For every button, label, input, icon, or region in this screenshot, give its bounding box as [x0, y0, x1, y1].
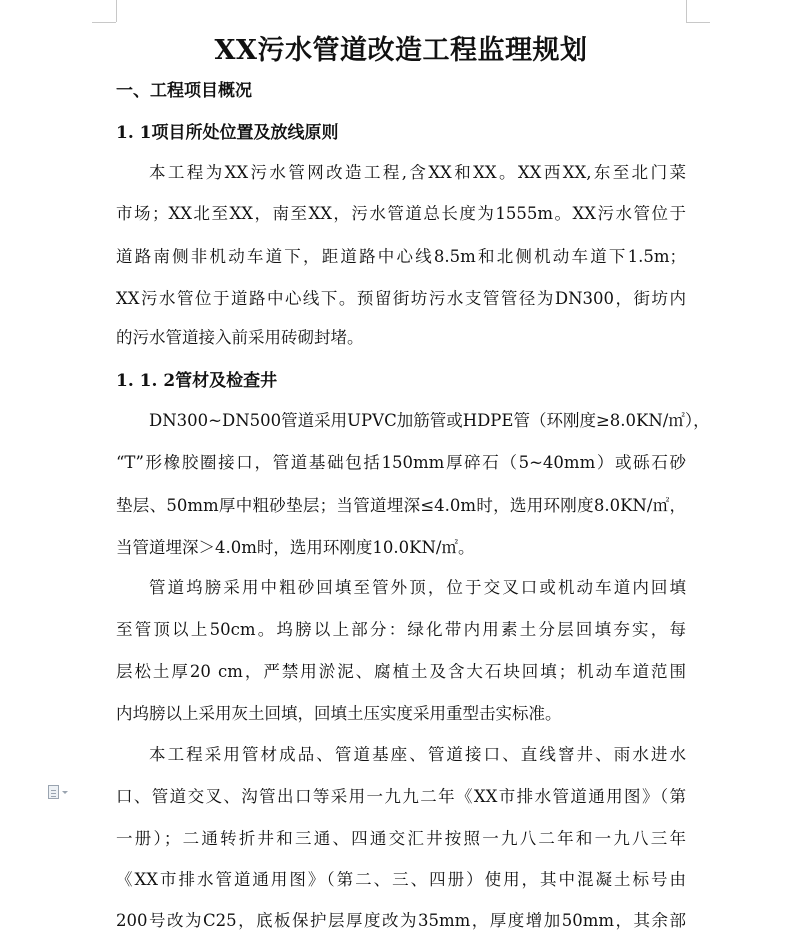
paragraph-line: 当管道埋深＞4.0m时，选用环刚度10.0KN/㎡。 — [116, 538, 475, 557]
paragraph-line: 《XX市排水管道通用图》（第二、三、四册）使用，其中混凝土标号由 — [116, 870, 686, 889]
page-corner-mark — [116, 0, 117, 22]
paragraph-line: 口、管道交叉、沟管出口等采用一九九二年《XX市排水管道通用图》（第 — [116, 787, 686, 806]
paragraph-line: 内坞膀以上采用灰土回填，回填土压实度采用重型击实标准。 — [116, 704, 562, 723]
paragraph-line: 一册）；二通转折井和三通、四通交汇井按照一九八二年和一九八三年 — [116, 829, 686, 848]
paragraph-line: XX污水管位于道路中心线下。预留街坊污水支管管径为DN300，街坊内 — [116, 289, 686, 308]
subsection-heading: 1. 1项目所处位置及放线原则 — [116, 123, 339, 143]
paragraph-line: 道路南侧非机动车道下，距道路中心线8.5m和北侧机动车道下1.5m； — [116, 247, 686, 266]
section-heading: 一、工程项目概况 — [116, 81, 252, 101]
paragraph-line: 本工程为XX污水管网改造工程,含XX和XX。XX西XX,东至北门菜 — [149, 163, 686, 182]
paragraph-line: 管道坞膀采用中粗砂回填至管外顶，位于交叉口或机动车道内回填 — [149, 578, 686, 597]
paragraph-line: 垫层、50mm厚中粗砂垫层；当管道埋深≤4.0m时，选用环刚度8.0KN/㎡， — [116, 496, 686, 515]
paragraph-line: 至管顶以上50cm。坞膀以上部分：绿化带内用素土分层回填夯实，每 — [116, 620, 686, 639]
paragraph-line: 200号改为C25，底板保护层厚度改为35mm，厚度增加50mm，其余部 — [116, 911, 686, 930]
page-corner-mark — [686, 22, 710, 23]
paragraph-line: 的污水管道接入前采用砖砌封堵。 — [116, 328, 364, 347]
document-icon — [48, 785, 59, 799]
paragraph-line: 本工程采用管材成品、管道基座、管道接口、直线窨井、雨水进水 — [149, 745, 686, 764]
page-title: XX污水管道改造工程监理规划 — [214, 35, 588, 66]
page-corner-mark — [686, 0, 687, 22]
paragraph-line: “T”形橡胶圈接口，管道基础包括150mm厚碎石（5~40mm）或砾石砂 — [116, 453, 686, 472]
paragraph-line: 市场；XX北至XX，南至XX，污水管道总长度为1555m。XX污水管位于 — [116, 204, 686, 223]
paragraph-line: 层松土厚20 cm，严禁用淤泥、腐植土及含大石块回填；机动车道范围 — [116, 662, 686, 681]
paragraph-options[interactable] — [48, 785, 68, 799]
chevron-down-icon — [62, 791, 68, 794]
paragraph-line: DN300~DN500管道采用UPVC加筋管或HDPE管（环刚度≥8.0KN/㎡）， — [149, 411, 710, 430]
page-corner-mark — [92, 22, 116, 23]
subsection-heading: 1. 1. 2管材及检查井 — [116, 371, 278, 391]
